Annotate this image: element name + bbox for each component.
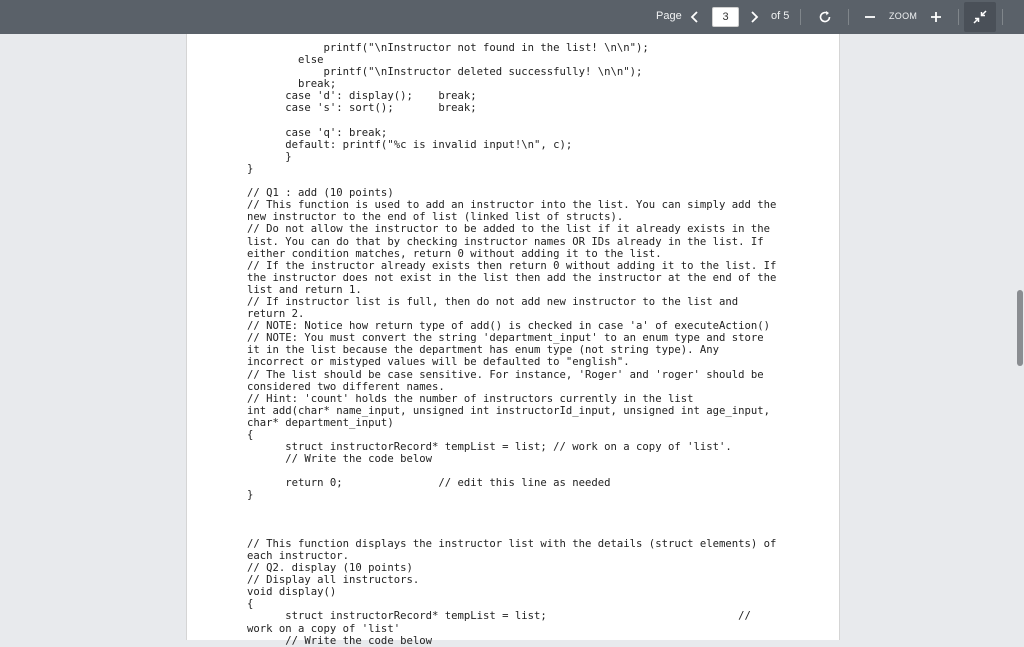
plus-icon: [929, 10, 943, 24]
chevron-left-icon: [689, 11, 701, 23]
zoom-in-button[interactable]: [925, 7, 947, 27]
toolbar-divider: [848, 9, 849, 25]
page-label: Page: [656, 10, 682, 22]
page-count-label: of 5: [771, 10, 790, 22]
page-number-input[interactable]: 3: [712, 7, 739, 27]
toolbar-divider: [800, 9, 801, 25]
previous-page-button[interactable]: [686, 7, 704, 27]
vertical-scrollbar-thumb[interactable]: [1017, 290, 1023, 366]
pdf-toolbar: [0, 0, 1024, 34]
rotate-icon: [818, 10, 832, 24]
code-listing: printf("\nInstructor not found in the list! \n\n"); else printf("\nInstructor deleted successfully! \n\n"); break; case 'd': display(); break; case 's': sort(); break; case 'q': break; default: printf("%c is invalid input!\n", c); } } // Q1 : add (10 points) // This function is used to add an instructor into the list. You can simply add the new instructor to the end of list (linked list of structs). // Do not allow the instructor to be added to the list if it already exists in the list. You can do that by checking instructor names OR IDs already in the list. If either condition matches, return 0 without adding it to the list. // If the instructor already exists then return 0 without adding it to the list. If the instructor does not exist in the list then add the instructor at the end of the list and return 1. // If instructor list is full, then do not add new instructor to the list and return 2. // NOTE: Notice how return type of add() is checked in case 'a' of executeAction() // NOTE: You must convert the string 'department_input' to an enum type and store it in the list because the department has enum type (not string type). Any incorrect or mistyped values will be defaulted to "english". // The list should be case sensitive. For instance, 'Roger' and 'roger' should be considered two different names. // Hint: 'count' holds the number of instructors currently in the list int add(char* name_input, unsigned int instructorId_input, unsigned int age_input, char* department_input) { struct instructorRecord* tempList = list; // work on a copy of 'list'. // Write the code below return 0; // edit this line as needed } // This function displays the instructor list with the details (struct elements) of each instructor. // Q2. display (10 points) // Display all instructors. void display() { struct instructorRecord* tempList = list; // work on a copy of 'list' // Write the code below: [247, 42, 777, 647]
collapse-icon: [973, 10, 987, 24]
zoom-out-button[interactable]: [859, 7, 881, 27]
next-page-button[interactable]: [745, 7, 763, 27]
exit-fullscreen-button[interactable]: [964, 2, 996, 32]
toolbar-divider: [958, 9, 959, 25]
document-viewer[interactable]: [0, 34, 1024, 647]
chevron-right-icon: [748, 11, 760, 23]
toolbar-divider: [1002, 9, 1003, 25]
minus-icon: [863, 10, 877, 24]
pdf-page: [186, 34, 840, 647]
zoom-label: ZOOM: [889, 11, 918, 21]
rotate-button[interactable]: [814, 7, 836, 27]
